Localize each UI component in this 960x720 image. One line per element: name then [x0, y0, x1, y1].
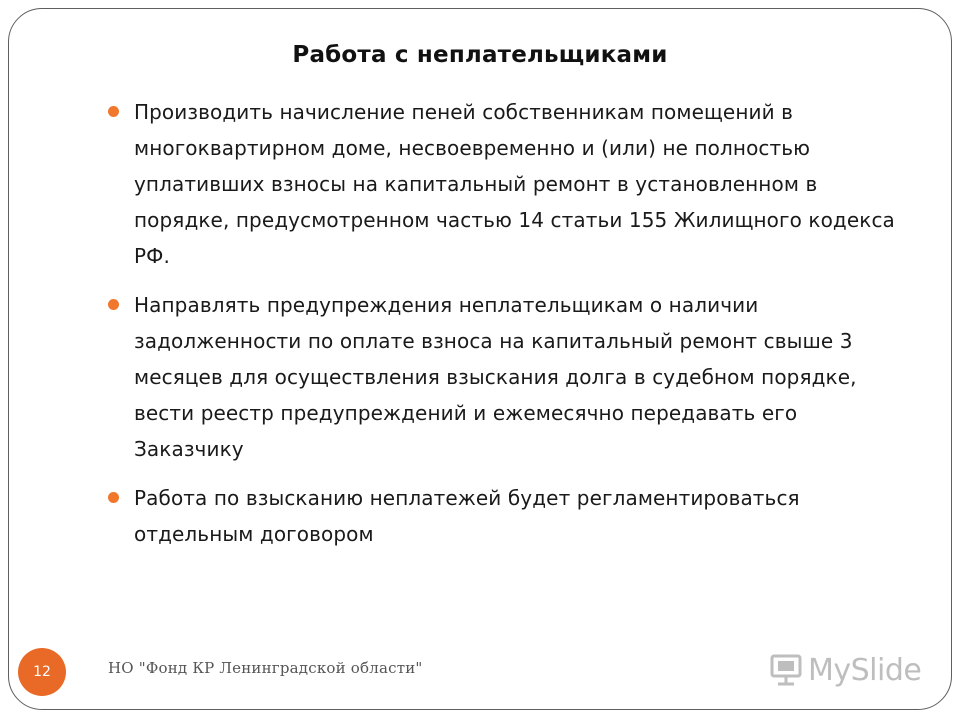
bullet-text: Работа по взысканию неплатежей будет регламентироваться отдельным договором — [134, 486, 800, 546]
bullet-dot-icon — [108, 492, 119, 503]
bullet-item — [104, 94, 904, 274]
slides-icon — [768, 652, 804, 688]
bullet-list — [104, 94, 904, 565]
bullet-dot-icon — [108, 106, 119, 117]
slide-title: Работа с неплательщиками — [292, 42, 668, 68]
bullet-item — [104, 287, 904, 467]
bullet-text: Направлять предупреждения неплательщикам о наличии задолженности по оплате взноса на капитальный ремонт свыше 3 месяцев для осуществления взыскания долга в судебном порядке, вести реестр предупреждений и ежемесячно передавать его Заказчику — [134, 293, 857, 461]
bullet-text: Производить начисление пеней собственникам помещений в многоквартирном доме, несвоевременно и (или) не полностью уплативших взносы на капитальный ремонт в установленном в порядке, предусмотренном частью 14 статьи 155 Жилищного кодекса РФ. — [134, 100, 895, 268]
watermark-logo — [768, 652, 921, 688]
footer-organization: НО "Фонд КР Ленинградской области" — [108, 659, 423, 677]
watermark-text: MySlide — [808, 652, 922, 688]
bullet-dot-icon — [108, 299, 119, 310]
page-number-badge: 12 — [18, 648, 66, 696]
bullet-item — [104, 480, 904, 552]
